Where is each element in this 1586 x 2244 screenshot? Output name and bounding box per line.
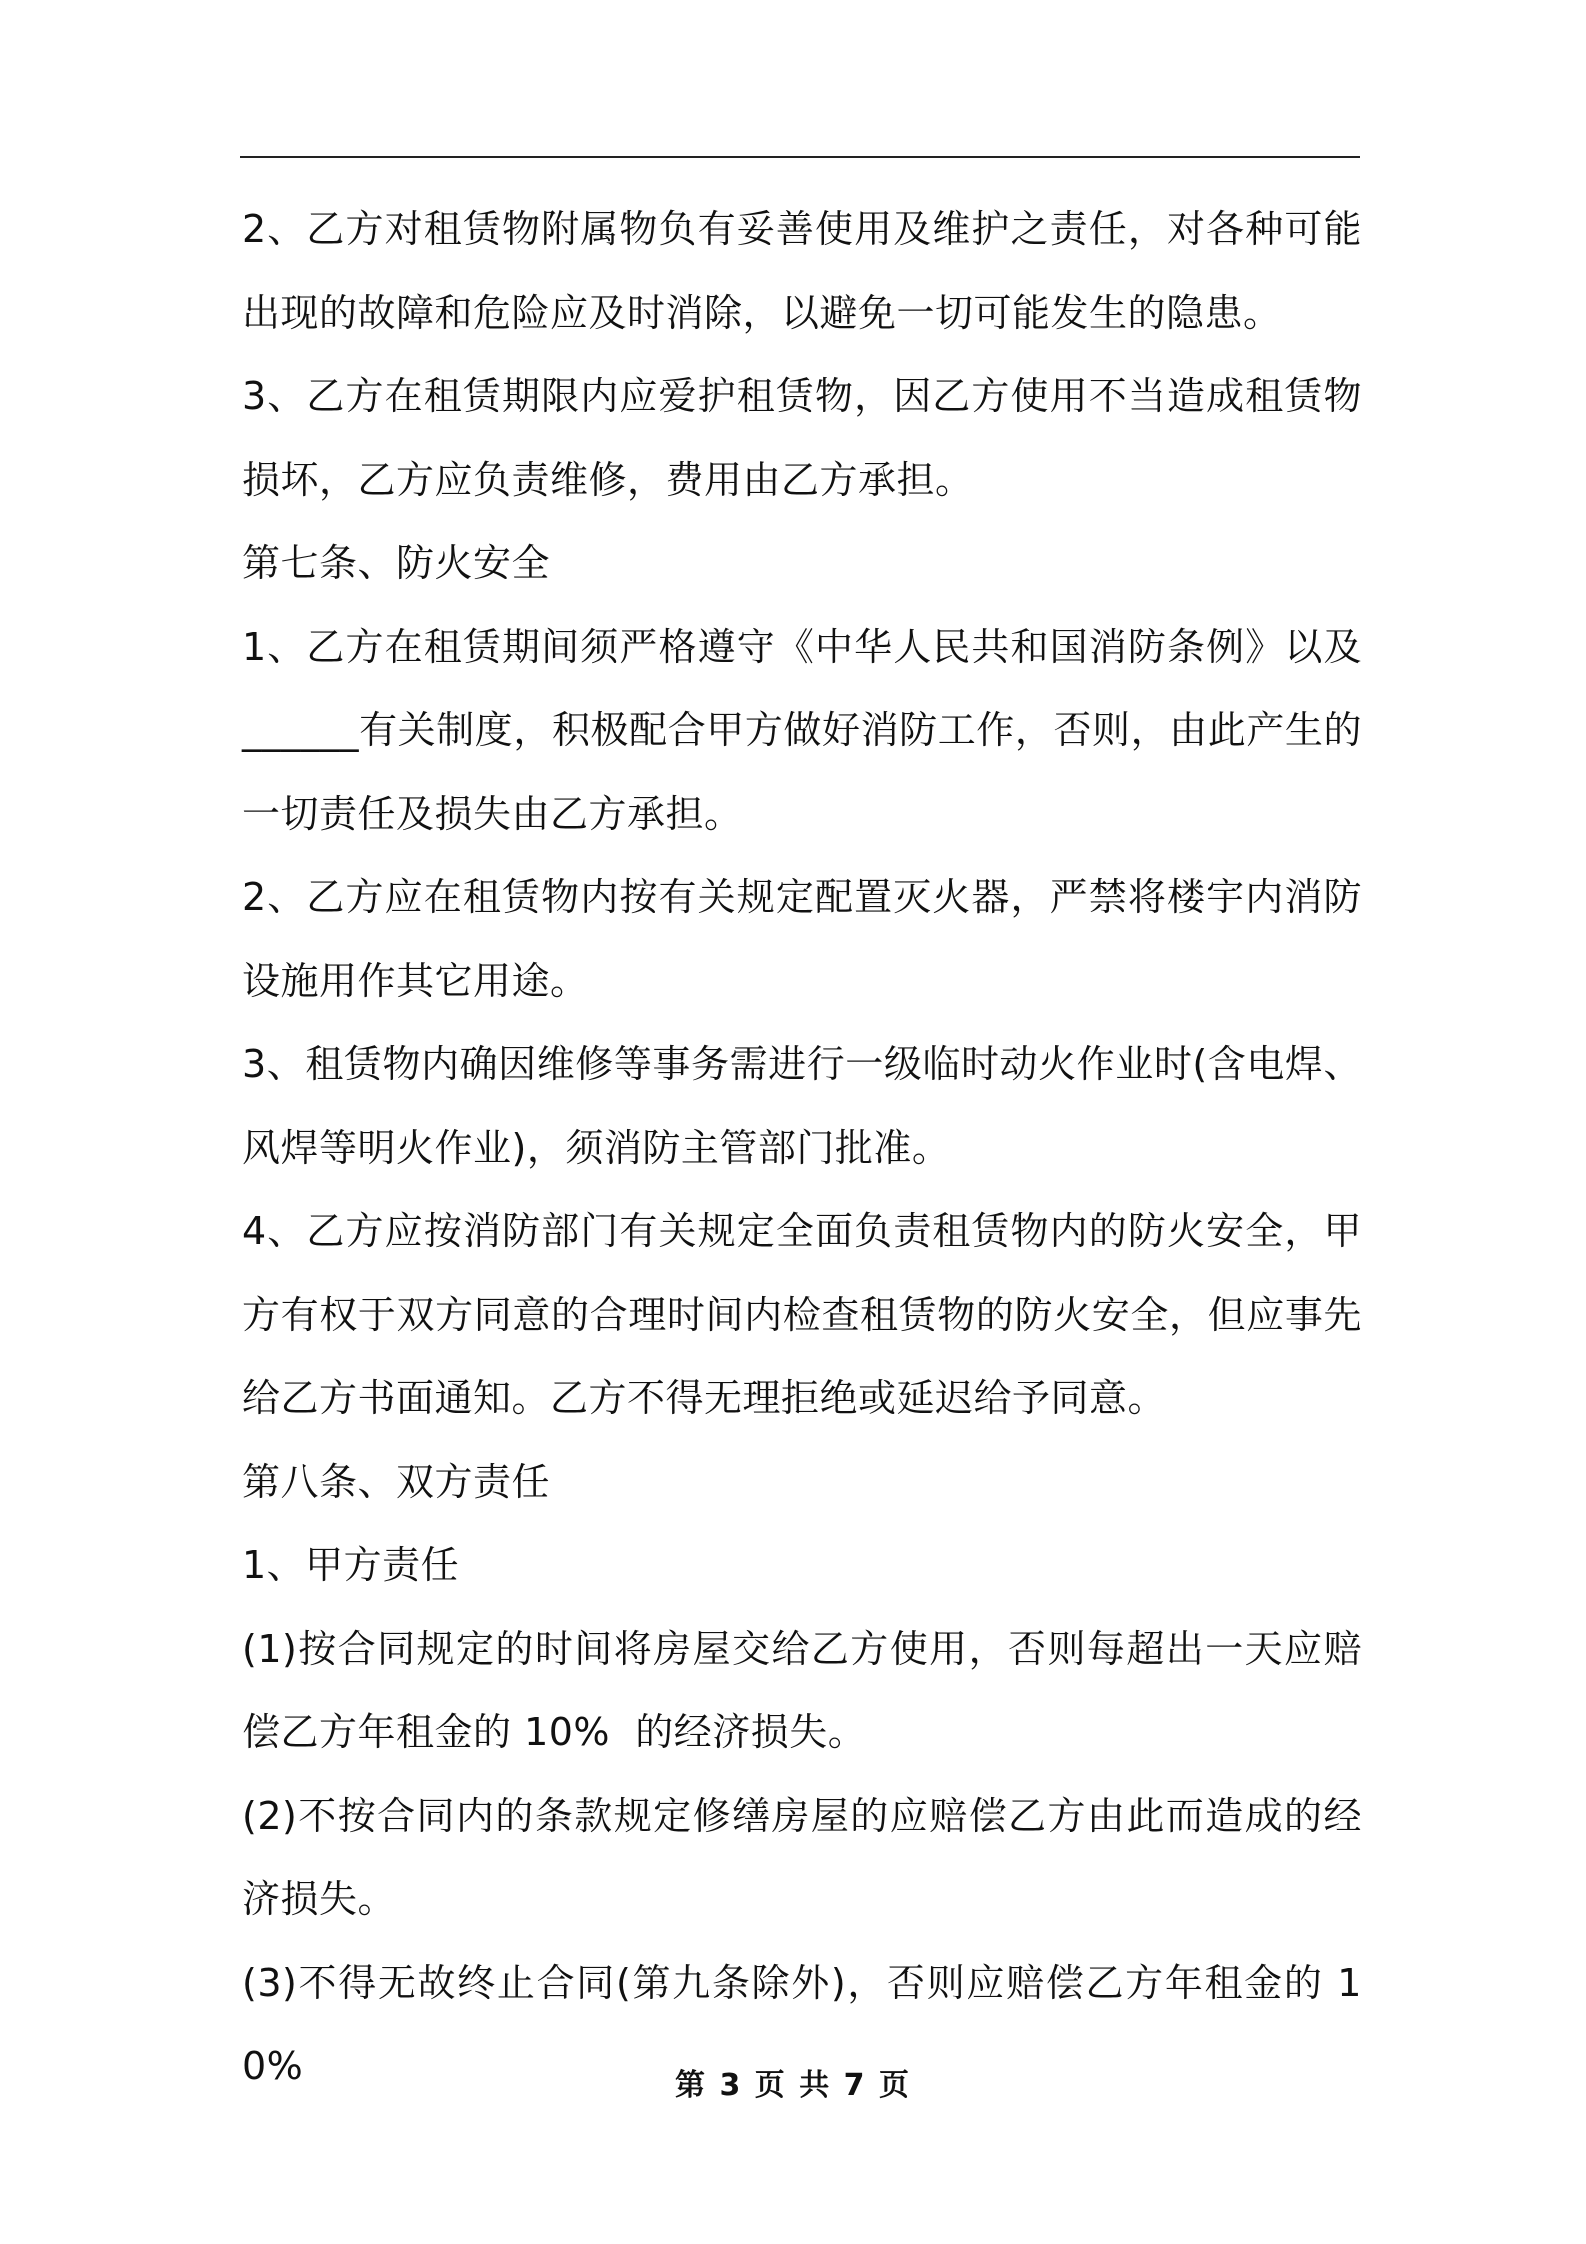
paragraph-clause-8-1-1: (1)按合同规定的时间将房屋交给乙方使用，否则每超出一天应赔偿乙方年租金的 10% 的经济损失。 (242, 1626, 1362, 1754)
paragraph-clause-7-1: 1、乙方在租赁期间须严格遵守《中华人民共和国消防条例》以及______有关制度，积极配合甲方做好消防工作，否则，由此产生的一切责任及损失由乙方承担。 (242, 624, 1362, 836)
document-body (242, 188, 1362, 2109)
subheading-party-a-duties: 1、甲方责任 (242, 1543, 460, 1587)
header-rule (240, 156, 1360, 158)
paragraph-clause-7-3: 3、租赁物内确因维修等事务需进行一级临时动火作业时(含电焊、风焊等明火作业)，须消防主管部门批准。 (242, 1042, 1362, 1170)
section-heading-article-8: 第八条、双方责任 (242, 1459, 551, 1504)
paragraph-clause-8-1-3: (3)不得无故终止合同(第九条除外)，否则应赔偿乙方年租金的 10% (242, 1960, 1362, 2088)
section-heading-article-7: 第七条、防火安全 (242, 541, 551, 585)
page-number-footer: 第 3 页 共 7 页 (675, 2068, 911, 2103)
paragraph-clause-6-3: 3、乙方在租赁期限内应爱护租赁物，因乙方使用不当造成租赁物损坏，乙方应负责维修，费用由乙方承担。 (242, 374, 1362, 502)
paragraph-clause-8-1-2: (2)不按合同内的条款规定修缮房屋的应赔偿乙方由此而造成的经济损失。 (242, 1793, 1362, 1921)
paragraph-clause-7-2: 2、乙方应在租赁物内按有关规定配置灭火器，严禁将楼宇内消防设施用作其它用途。 (242, 875, 1362, 1003)
paragraph-clause-7-4: 4、乙方应按消防部门有关规定全面负责租赁物内的防火安全，甲方有权于双方同意的合理时间内检查租赁物的防火安全，但应事先给乙方书面通知。乙方不得无理拒绝或延迟给予同意。 (242, 1209, 1362, 1420)
paragraph-clause-6-2: 2、乙方对租赁物附属物负有妥善使用及维护之责任，对各种可能出现的故障和危险应及时消除，以避免一切可能发生的隐患。 (242, 207, 1362, 335)
